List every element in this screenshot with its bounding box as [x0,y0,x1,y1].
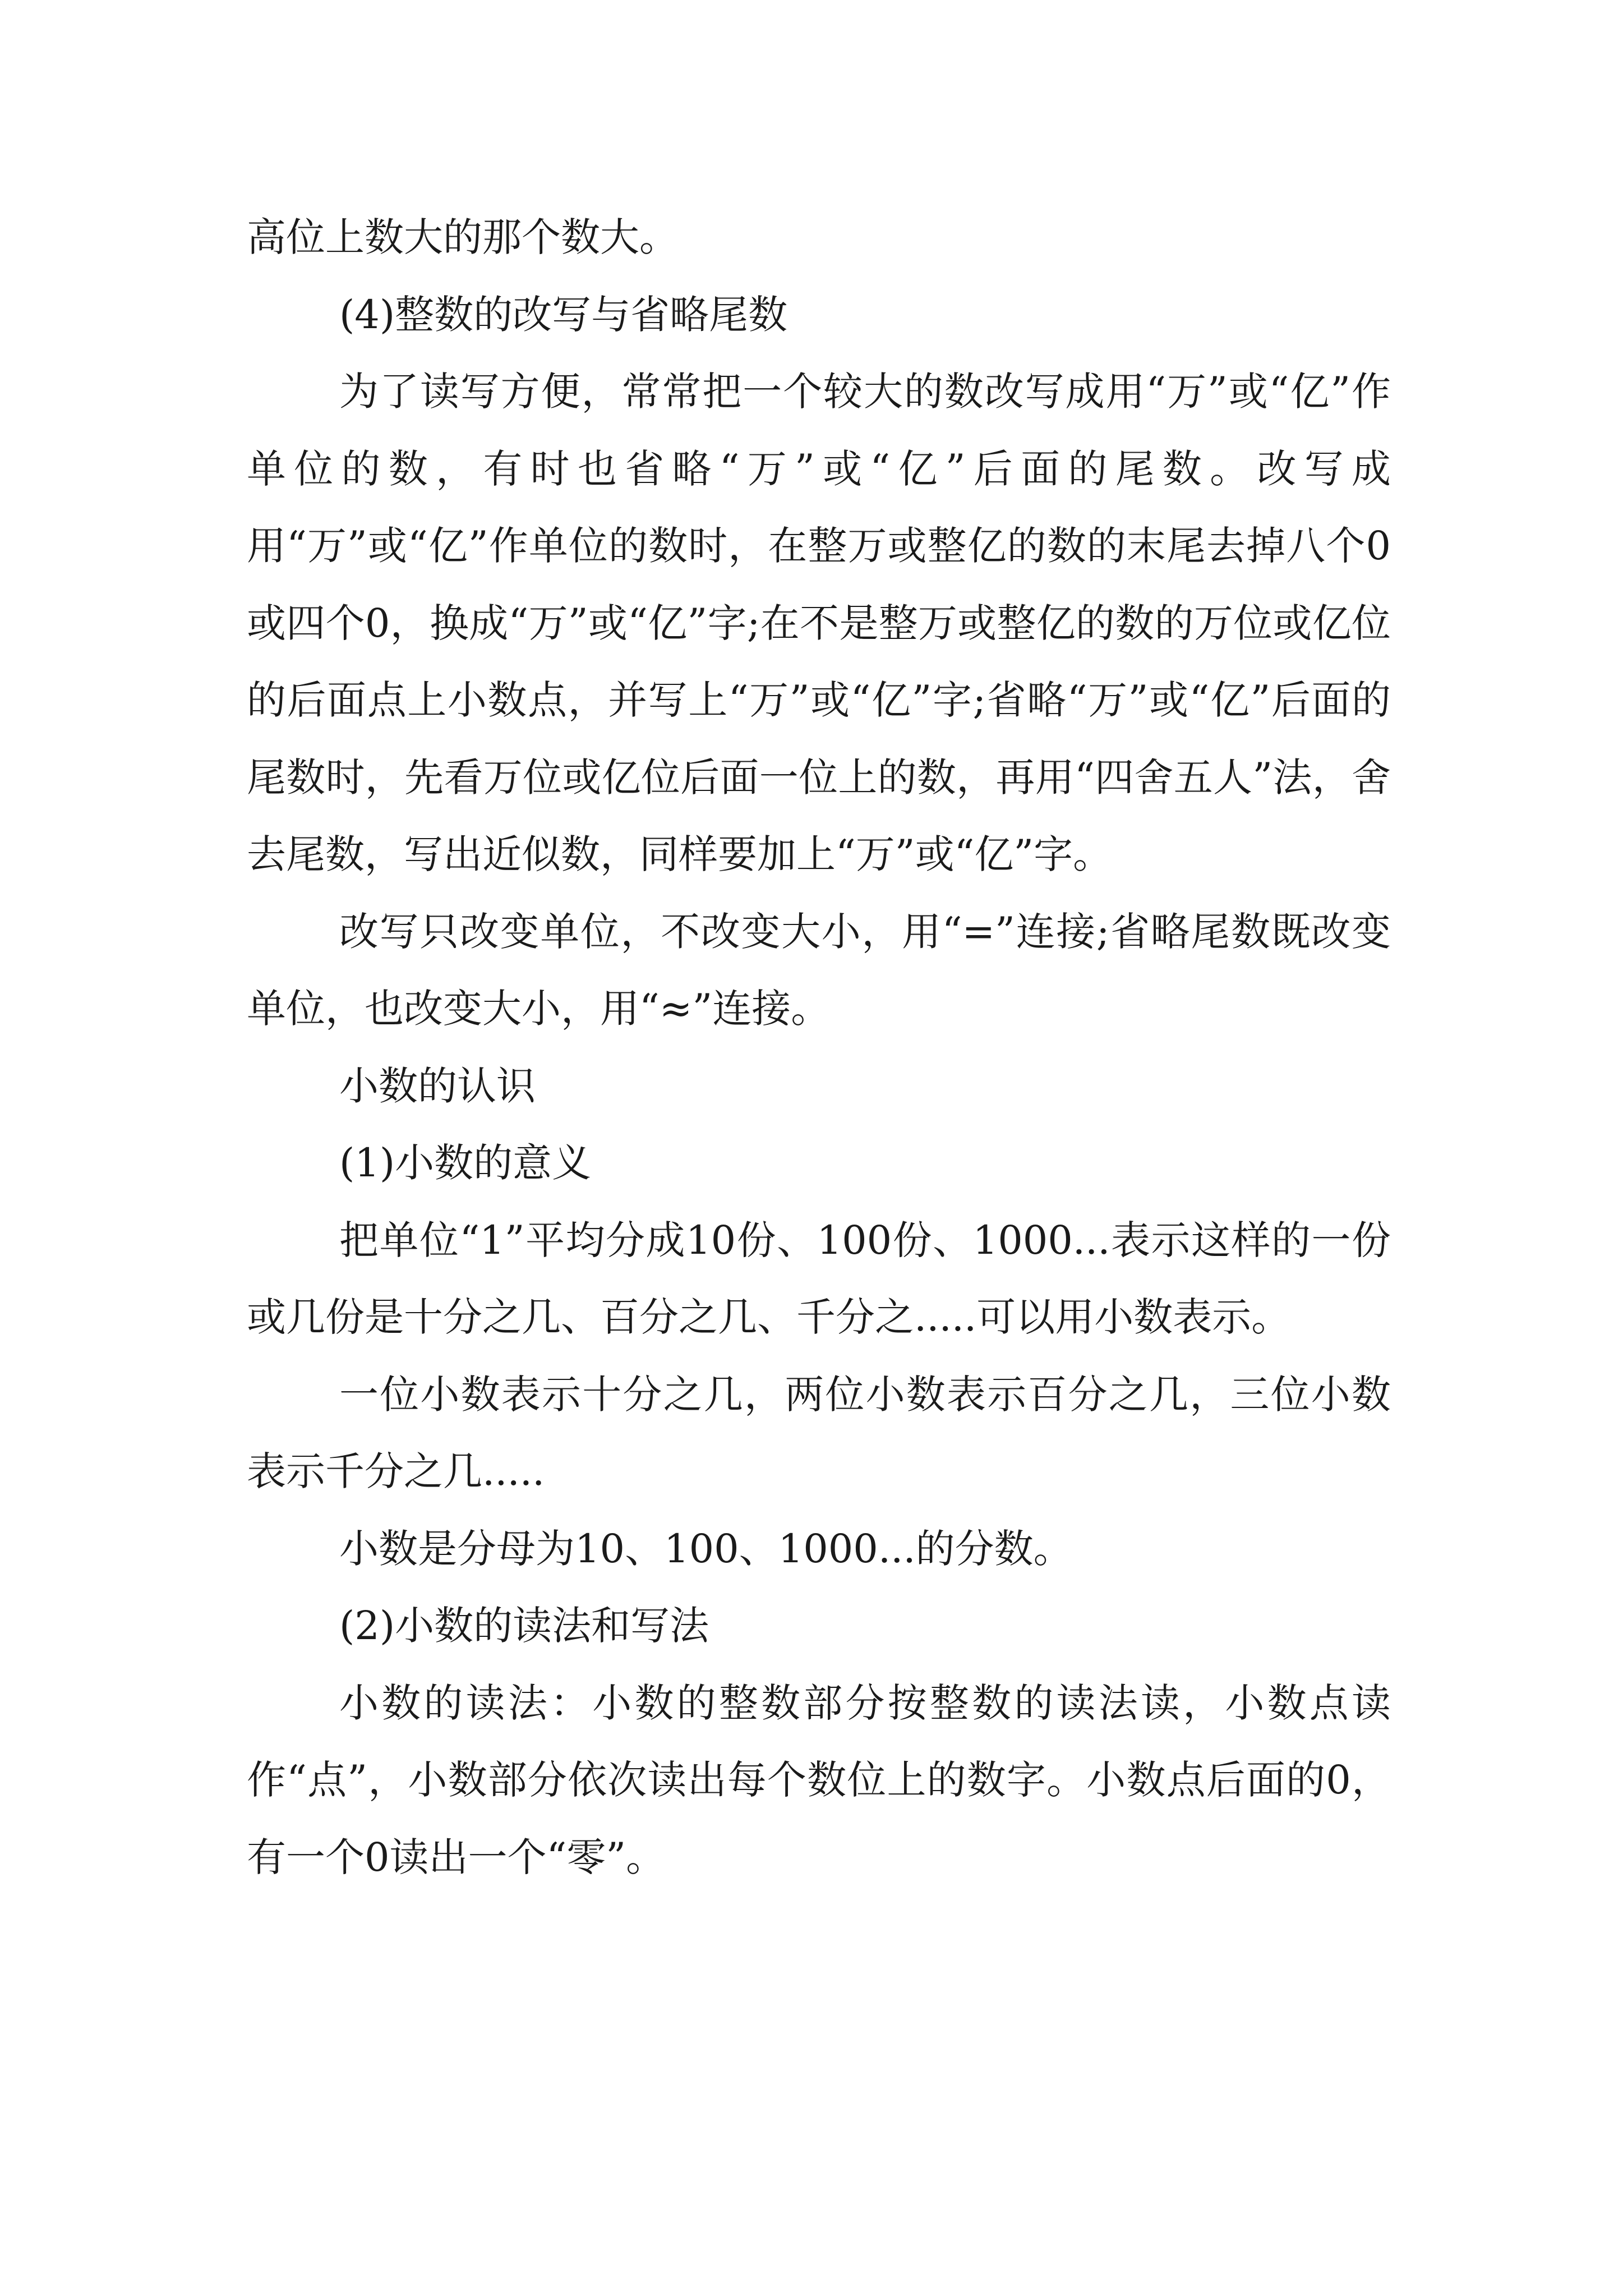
paragraph-decimal-meaning: 把单位“1”平均分成10份、100份、1000...表示这样的一份或几份是十分之几、百分之几、千分之.....可以用小数表示。 [247,1217,1391,1340]
paragraph-rewrite-vs-omit: 改写只改变单位，不改变大小，用“=”连接;省略尾数既改变单位，也改变大小，用“≈”连接。 [247,908,1391,1032]
section-heading-decimals: 小数的认识 [339,1062,536,1109]
document-page [247,199,1391,1896]
paragraph-decimal-places: 一位小数表示十分之几，两位小数表示百分之几，三位小数表示千分之几..... [247,1371,1391,1494]
paragraph-rewrite-rules: 为了读写方便，常常把一个较大的数改写成用“万”或“亿”作单位的数，有时也省略“万”或“亿”后面的尾数。改写成用“万”或“亿”作单位的数时，在整万或整亿的数的末尾去掉八个0或四个0，换成“万”或“亿”字;在不是整万或整亿的数的万位或亿位的后面点上小数点，并写上“万”或“亿”字;省略“万”或“亿”后面的尾数时，先看万位或亿位后面一位上的数，再用“四舍五人”法，舍去尾数，写出近似数，同样要加上“万”或“亿”字。 [247,369,1391,877]
section-heading-rewrite-omit: (4)整数的改写与省略尾数 [339,291,788,338]
subheading-decimal-meaning: (1)小数的意义 [339,1140,592,1186]
paragraph-decimal-fraction: 小数是分母为10、100、1000...的分数。 [339,1525,1073,1572]
subheading-read-write: (2)小数的读法和写法 [339,1603,709,1649]
paragraph-1: 高位上数大的那个数大。 [247,214,679,260]
paragraph-reading-decimals: 小数的读法：小数的整数部分按整数的读法读，小数点读作“点”，小数部分依次读出每个数位上的数字。小数点后面的0，有一个0读出一个“零”。 [247,1680,1391,1880]
